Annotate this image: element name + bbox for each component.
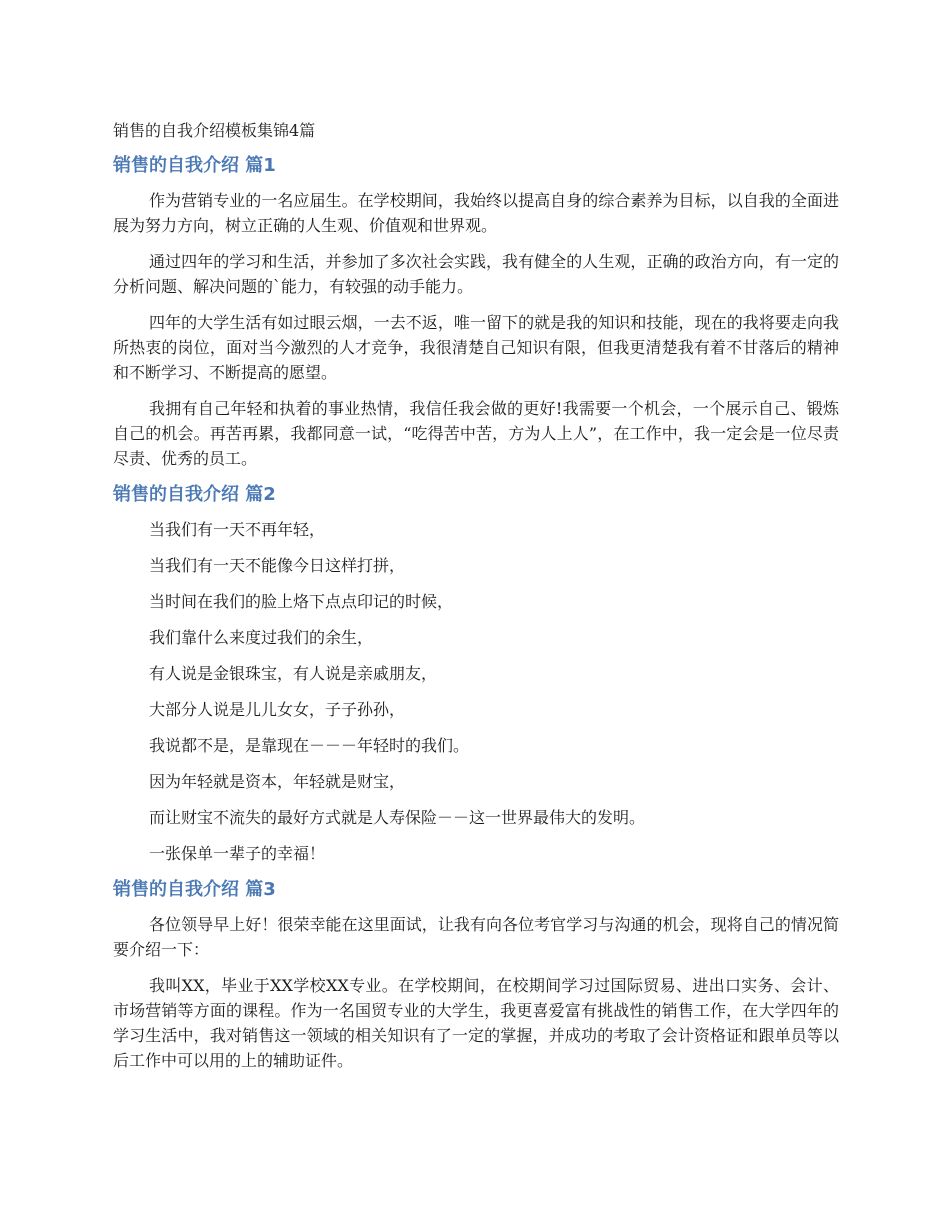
paragraph: 作为营销专业的一名应届生。在学校期间，我始终以提高自身的综合素养为目标，以自我的全面进展为努力方向，树立正确的人生观、价值观和世界观。 (113, 191, 839, 235)
section-heading: 销售的自我介绍 篇2 (113, 484, 276, 505)
poem-line: 而让财宝不流失的最好方式就是人寿保险－－这一世界最伟大的发明。 (149, 808, 646, 827)
poem-line: 当时间在我们的脸上烙下点点印记的时候， (149, 592, 454, 611)
poem-line: 因为年轻就是资本，年轻就是财宝， (149, 772, 406, 791)
poem-line: 大部分人说是儿儿女女，子子孙孙， (149, 700, 406, 719)
document-title: 销售的自我介绍模板集锦4篇 (113, 121, 316, 140)
poem-line: 我说都不是，是靠现在－－－年轻时的我们。 (149, 736, 470, 755)
document-page (113, 120, 839, 1084)
section-heading: 销售的自我介绍 篇1 (113, 155, 276, 176)
paragraph: 我叫XX，毕业于XX学校XX专业。在学校期间，在校期间学习过国际贸易、进出口实务、会计、市场营销等方面的课程。作为一名国贸专业的大学生，我更喜爱富有挑战性的销售工作，在大学四年的学习生活中，我对销售这一领域的相关知识有了一定的掌握，并成功的考取了会计资格证和跟单员等以后工作中可以用的上的辅助证件。 (113, 976, 839, 1070)
poem-line: 我们靠什么来度过我们的余生， (149, 628, 374, 647)
section-1 (113, 154, 839, 471)
poem-line: 一张保单一辈子的幸福！ (149, 844, 326, 863)
poem-line: 当我们有一天不再年轻， (149, 520, 326, 539)
paragraph: 各位领导早上好！很荣幸能在这里面试，让我有向各位考官学习与沟通的机会，现将自己的情况简要介绍一下： (113, 915, 839, 959)
paragraph: 四年的大学生活有如过眼云烟，一去不返，唯一留下的就是我的知识和技能，现在的我将要走向我所热衷的岗位，面对当今激烈的人才竞争，我很清楚自己知识有限，但我更清楚我有着不甘落后的精神和不断学习、不断提高的愿望。 (113, 313, 839, 382)
section-2 (113, 483, 839, 866)
poem-line: 有人说是金银珠宝，有人说是亲戚朋友， (149, 664, 438, 683)
poem-line: 当我们有一天不能像今日这样打拼， (149, 556, 406, 575)
section-3 (113, 878, 839, 1073)
paragraph: 我拥有自己年轻和执着的事业热情，我信任我会做的更好!我需要一个机会，一个展示自己、锻炼自己的机会。再苦再累，我都同意一试，“吃得苦中苦，方为人上人”，在工作中，我一定会是一位尽责尽责、优秀的员工。 (113, 399, 839, 468)
paragraph: 通过四年的学习和生活，并参加了多次社会实践，我有健全的人生观，正确的政治方向，有一定的分析问题、解决问题的`能力，有较强的动手能力。 (113, 252, 839, 296)
section-heading: 销售的自我介绍 篇3 (113, 879, 276, 900)
